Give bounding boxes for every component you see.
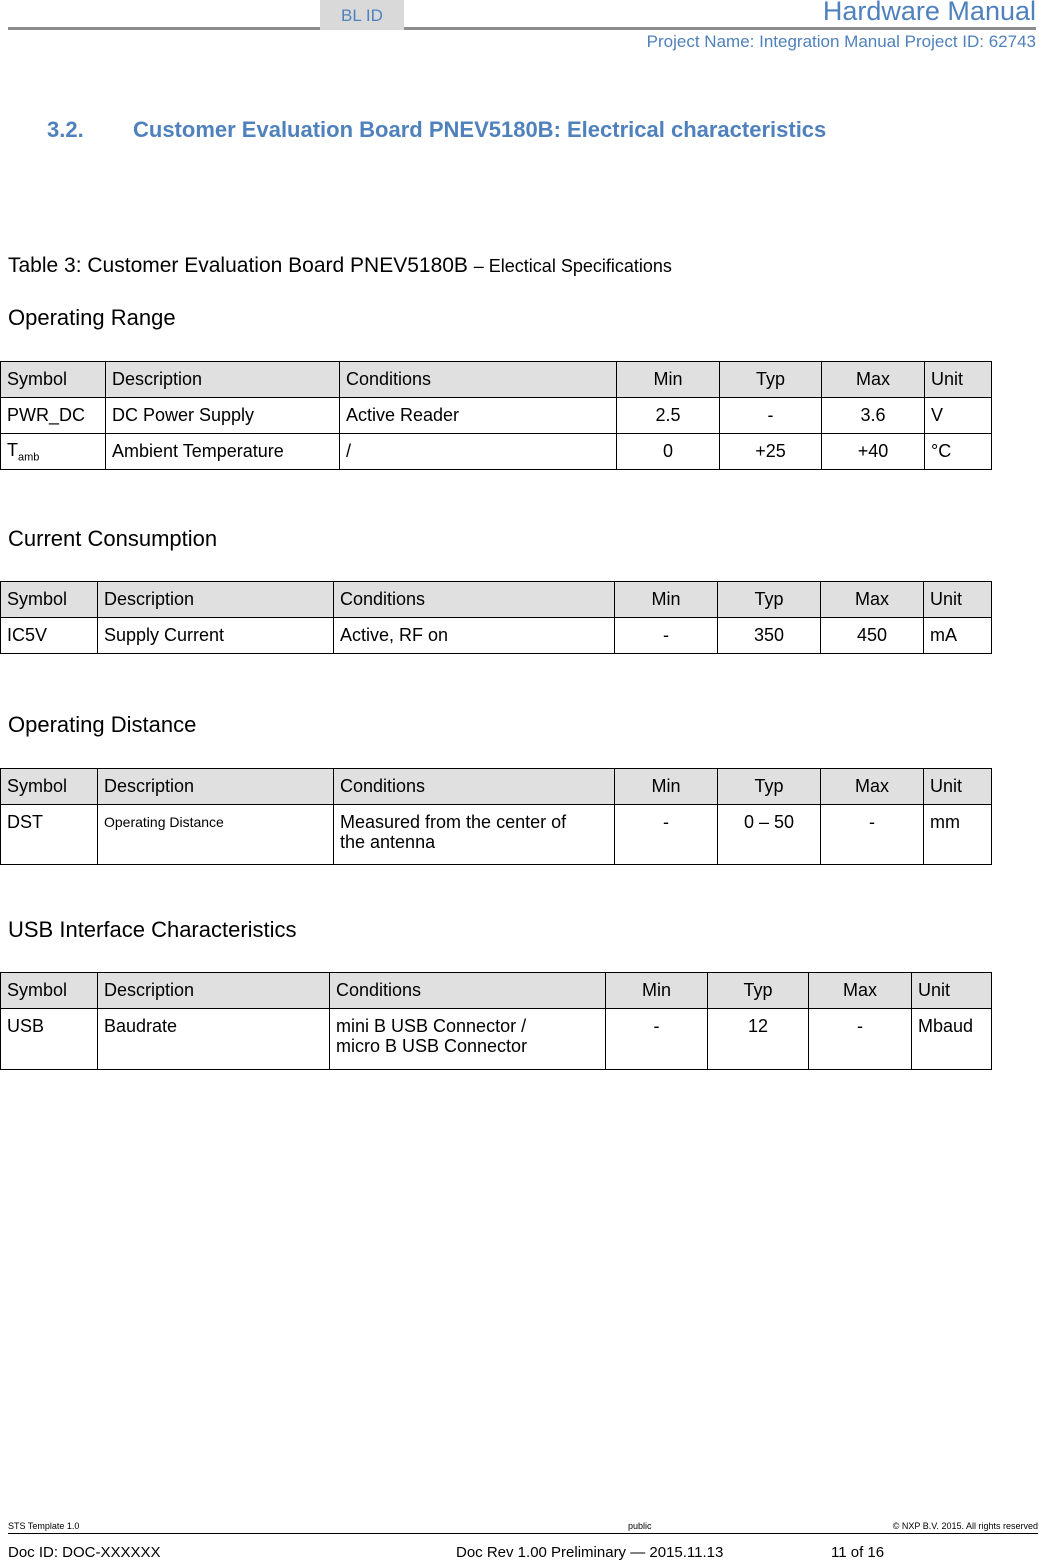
col-description: Description	[98, 973, 330, 1009]
col-unit: Unit	[924, 582, 992, 618]
operating-distance-table	[0, 768, 992, 865]
section-title: Customer Evaluation Board PNEV5180B: Electrical characteristics	[133, 117, 827, 142]
table-row	[1, 1009, 992, 1070]
cell-unit: mm	[924, 805, 992, 865]
col-min: Min	[615, 582, 718, 618]
col-max: Max	[809, 973, 912, 1009]
table-row	[1, 398, 992, 434]
cell-unit: V	[925, 398, 992, 434]
cell-max: 3.6	[822, 398, 925, 434]
cell-unit: mA	[924, 618, 992, 654]
footer-rule	[8, 1533, 1038, 1534]
conditions-line-1: mini B USB Connector /	[336, 1016, 527, 1036]
table-caption-suffix: – Electical Specifications	[473, 256, 672, 276]
conditions-line-2: micro B USB Connector	[336, 1036, 528, 1056]
symbol-main: T	[7, 439, 18, 460]
cell-conditions	[334, 805, 615, 865]
cell-min: -	[615, 805, 718, 865]
col-unit: Unit	[924, 769, 992, 805]
col-typ: Typ	[708, 973, 809, 1009]
table-row	[1, 618, 992, 654]
col-conditions: Conditions	[340, 362, 617, 398]
cell-min: -	[615, 618, 718, 654]
header-rule-left	[8, 27, 320, 30]
footer-doc-rev: Doc Rev 1.00 Preliminary — 2015.11.13	[456, 1544, 724, 1561]
col-conditions: Conditions	[334, 582, 615, 618]
cell-symbol	[1, 434, 106, 470]
cell-typ: 0 – 50	[718, 805, 821, 865]
cell-typ: 350	[718, 618, 821, 654]
col-unit: Unit	[912, 973, 992, 1009]
section-number: 3.2.	[47, 117, 84, 142]
cell-typ: +25	[720, 434, 822, 470]
col-typ: Typ	[718, 582, 821, 618]
cell-conditions: Active, RF on	[334, 618, 615, 654]
col-symbol: Symbol	[1, 362, 106, 398]
bl-id-label: BL ID	[341, 6, 383, 25]
col-description: Description	[98, 769, 334, 805]
cell-min: 2.5	[617, 398, 720, 434]
cell-conditions: /	[340, 434, 617, 470]
footer-doc-id: Doc ID: DOC-XXXXXX	[8, 1544, 161, 1561]
col-typ: Typ	[720, 362, 822, 398]
table-header-row	[1, 973, 992, 1009]
operating-range-heading: Operating Range	[8, 305, 176, 330]
cell-min: 0	[617, 434, 720, 470]
cell-description: Baudrate	[98, 1009, 330, 1070]
cell-symbol: PWR_DC	[1, 398, 106, 434]
col-conditions: Conditions	[334, 769, 615, 805]
col-description: Description	[98, 582, 334, 618]
footer-copyright: © NXP B.V. 2015. All rights reserved	[892, 1521, 1038, 1531]
col-max: Max	[821, 582, 924, 618]
col-unit: Unit	[925, 362, 992, 398]
col-description: Description	[106, 362, 340, 398]
usb-interface-table	[0, 972, 992, 1070]
symbol-subscript: amb	[18, 451, 40, 464]
col-conditions: Conditions	[330, 973, 606, 1009]
col-typ: Typ	[718, 769, 821, 805]
current-consumption-heading: Current Consumption	[8, 526, 218, 551]
cell-conditions: Active Reader	[340, 398, 617, 434]
cell-max: 450	[821, 618, 924, 654]
table-caption	[8, 254, 672, 278]
cell-description: Ambient Temperature	[106, 434, 340, 470]
col-min: Min	[615, 769, 718, 805]
cell-max: -	[809, 1009, 912, 1070]
conditions-line-2: the antenna	[340, 832, 436, 852]
operating-range-table	[0, 361, 992, 470]
current-consumption-table	[0, 581, 992, 654]
col-max: Max	[821, 769, 924, 805]
table-header-row	[1, 582, 992, 618]
operating-distance-heading: Operating Distance	[8, 712, 197, 737]
cell-max: +40	[822, 434, 925, 470]
cell-description: DC Power Supply	[106, 398, 340, 434]
conditions-line-1: Measured from the center of	[340, 812, 567, 832]
col-max: Max	[822, 362, 925, 398]
table-header-row	[1, 362, 992, 398]
footer-classification: public	[628, 1521, 652, 1531]
cell-unit: °C	[925, 434, 992, 470]
cell-unit: Mbaud	[912, 1009, 992, 1070]
cell-typ: 12	[708, 1009, 809, 1070]
cell-max: -	[821, 805, 924, 865]
cell-description: Operating Distance	[98, 805, 334, 865]
cell-symbol: USB	[1, 1009, 98, 1070]
header-rule-right	[404, 27, 1036, 30]
cell-description: Supply Current	[98, 618, 334, 654]
col-min: Min	[606, 973, 708, 1009]
col-min: Min	[617, 362, 720, 398]
table-row	[1, 434, 992, 470]
cell-symbol: IC5V	[1, 618, 98, 654]
project-info: Project Name: Integration Manual Project ID: 62743	[646, 32, 1036, 51]
usb-interface-heading: USB Interface Characteristics	[8, 917, 297, 942]
table-header-row	[1, 769, 992, 805]
cell-symbol: DST	[1, 805, 98, 865]
cell-typ: -	[720, 398, 822, 434]
footer-page-number: 11 of 16	[831, 1544, 885, 1561]
table-caption-main: Table 3: Customer Evaluation Board PNEV5180B	[8, 254, 468, 277]
table-row	[1, 805, 992, 865]
col-symbol: Symbol	[1, 582, 98, 618]
col-symbol: Symbol	[1, 973, 98, 1009]
footer-template: STS Template 1.0	[8, 1521, 80, 1531]
cell-conditions	[330, 1009, 606, 1070]
document-title: Hardware Manual	[822, 0, 1036, 26]
col-symbol: Symbol	[1, 769, 98, 805]
cell-min: -	[606, 1009, 708, 1070]
